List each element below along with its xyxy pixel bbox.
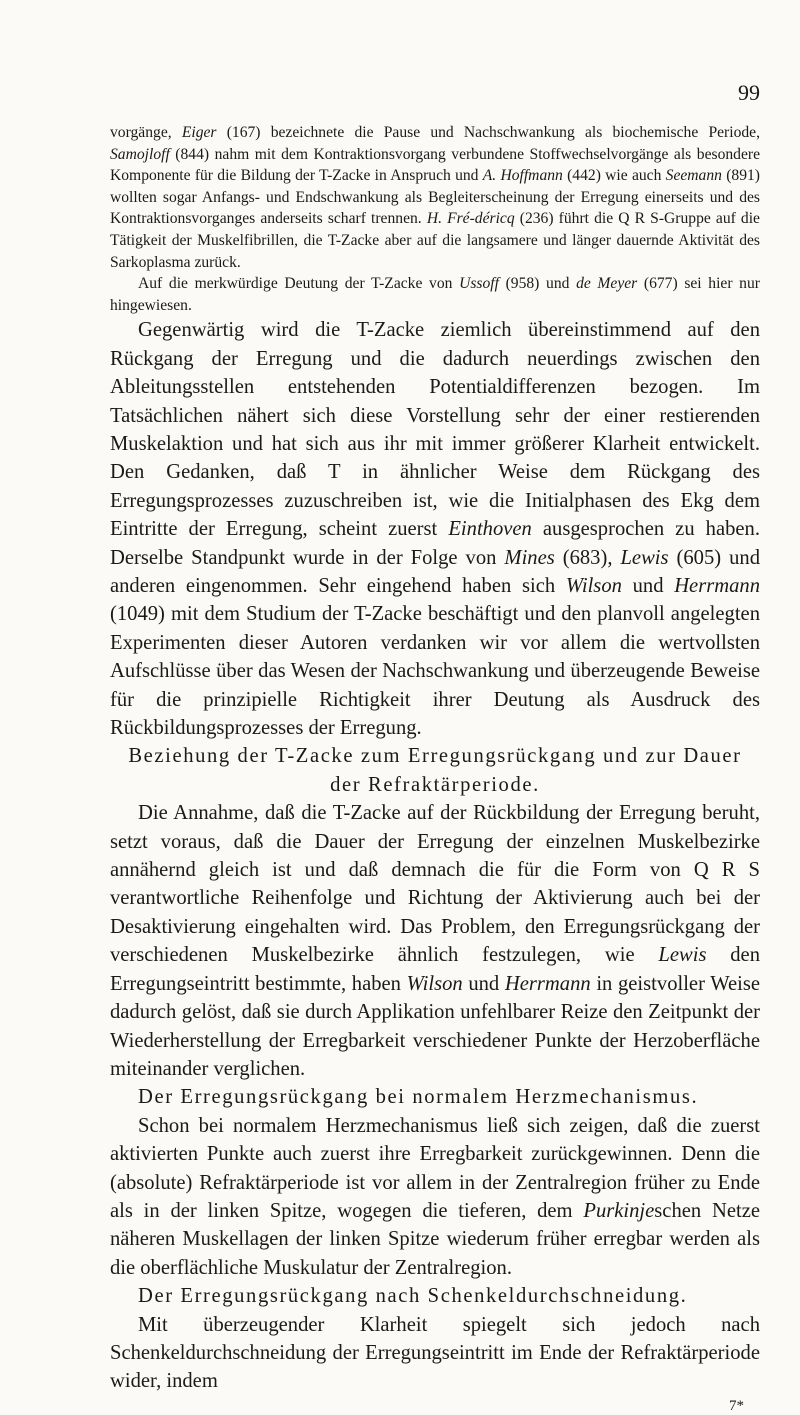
- body-paragraph-3: Schon bei normalem Herzmechanismus ließ sich zeigen, daß die zuerst aktivierten Punkte auch zuerst ihre Erregbarkeit zurückgewinnen. Denn die (absolute) Refraktärperiode ist vor allem in der Zentralregion früher zu Ende als in der linken Spitze, wogegen die tieferen, dem Purkinjeschen Netze näheren Muskellagen der linken Spitze wiederum früher erregbar werden als die oberflächliche Muskulatur der Zentralregion.: [110, 1114, 760, 1279]
- author-name: Seemann: [665, 167, 722, 185]
- author-name: Wilson: [406, 972, 463, 995]
- body-paragraph-2: Die Annahme, daß die T-Zacke auf der Rückbildung der Erregung beruht, setzt voraus, daß die Dauer der Erregung der einzelnen Muskelbezirke annähernd gleich ist und daß demnach die für die Form von Q R S verantwortliche Reihenfolge und Richtung der Aktivierung auch bei der Desaktivierung eingehalten wird. Das Problem, den Erregungsrückgang der verschiedenen Muskelbezirke ähnlich festzulegen, wie Lewis den Erregungseintritt bestimmte, haben Wilson und Herrmann in geistvoller Weise dadurch gelöst, daß sie durch Applikation unfehlbarer Reize den Zeitpunkt der Wiederherstellung der Erregbarkeit verschiedener Punkte der Herzoberfläche miteinander verglichen.: [110, 802, 761, 1080]
- signature-mark: 7*: [729, 1397, 744, 1414]
- author-name: H. Fré-déricq: [426, 210, 515, 228]
- section-heading-3: Der Erregungsrückgang nach Schenkeldurchschneidung.: [138, 1285, 688, 1308]
- body-paragraph-1: Gegenwärtig wird die T-Zacke ziemlich übereinstimmend auf den Rückgang der Erregung und die dadurch neuerdings zwischen den Ableitungsstellen entstehenden Potentialdifferenzen bezogen. Im Tatsächlichen nähert sich diese Vorstellung sehr der einer restierenden Muskelaktion und hat sich aus ihr mit immer größerer Klarheit entwickelt. Den Gedanken, daß T in ähnlicher Weise dem Rückgang des Erregungsprozesses zuzuschreiben ist, wie die Initialphasen des Ekg dem Eintritte der Erregung, scheint zuerst Einthoven ausgesprochen zu haben. Derselbe Standpunkt wurde in der Folge von Mines (683), Lewis (605) und anderen eingenommen. Sehr eingehend haben sich Wilson und Herrmann (1049) mit dem Studium der T-Zacke beschäftigt und den planvoll angelegten Experimenten dieser Autoren verdanken wir vor allem die wertvollsten Aufschlüsse über das Wesen der Nachschwankung und überzeugende Beweise für die prinzipielle Richtigkeit ihrer Deutung als Ausdruck des Rückbildungsprozesses der Erregung.: [110, 319, 761, 740]
- author-name: Lewis: [658, 944, 707, 967]
- author-name: Wilson: [565, 575, 622, 597]
- author-name: A. Hoffmann: [482, 167, 563, 185]
- author-name: Eiger: [181, 124, 217, 141]
- author-name: Herrmann: [504, 972, 591, 995]
- section-heading-2: Der Erregungsrückgang bei normalem Herzmechanismus.: [138, 1086, 699, 1109]
- author-name: Lewis: [620, 546, 669, 569]
- author-name: Mines: [504, 546, 555, 569]
- author-name: Purkinje: [583, 1199, 655, 1222]
- author-name: Samojloff: [110, 145, 170, 163]
- small-print-paragraph-1: vorgänge, Eiger (167) bezeichnete die Pause und Nachschwankung als biochemische Periode, Samojloff (844) nahm mit dem Kontraktionsvorgang verbundene Stoffwechselvorgänge als besondere Komponente für die Bildung der T-Zacke in Anspruch und A. Hoffmann (442) wie auch Seemann (891) wollten sogar Anfangs- und Endschwankung als Begleiterscheinung der Erregung einerseits und des Kontraktionsvorganges anderseits scharf trennen. H. Fré-déricq (236) führt die Q R S-Gruppe auf die Tätigkeit der Muskelfibrillen, die T-Zacke aber auf die langsamere und länger dauernde Aktivität des Sarkoplasma zurück.: [110, 124, 760, 271]
- author-name: de Meyer: [576, 275, 638, 293]
- author-name: Einthoven: [448, 518, 532, 541]
- body-paragraph-4: Mit überzeugender Klarheit spiegelt sich jedoch nach Schenkeldurchschneidung der Erregungseintritt im Ende der Refraktärperiode wider, indem: [110, 1313, 760, 1393]
- author-name: Ussoff: [459, 275, 499, 293]
- author-name: Herrmann: [674, 575, 760, 597]
- page-number: 99: [738, 80, 760, 105]
- small-print-paragraph-2: Auf die merkwürdige Deutung der T-Zacke von Ussoff (958) und de Meyer (677) sei hier nur hingewiesen.: [110, 275, 760, 314]
- page-content: [110, 122, 760, 1415]
- section-heading-1: Beziehung der T-Zacke zum Erregungsrückgang und zur Dauer der Refraktärperiode.: [128, 745, 742, 796]
